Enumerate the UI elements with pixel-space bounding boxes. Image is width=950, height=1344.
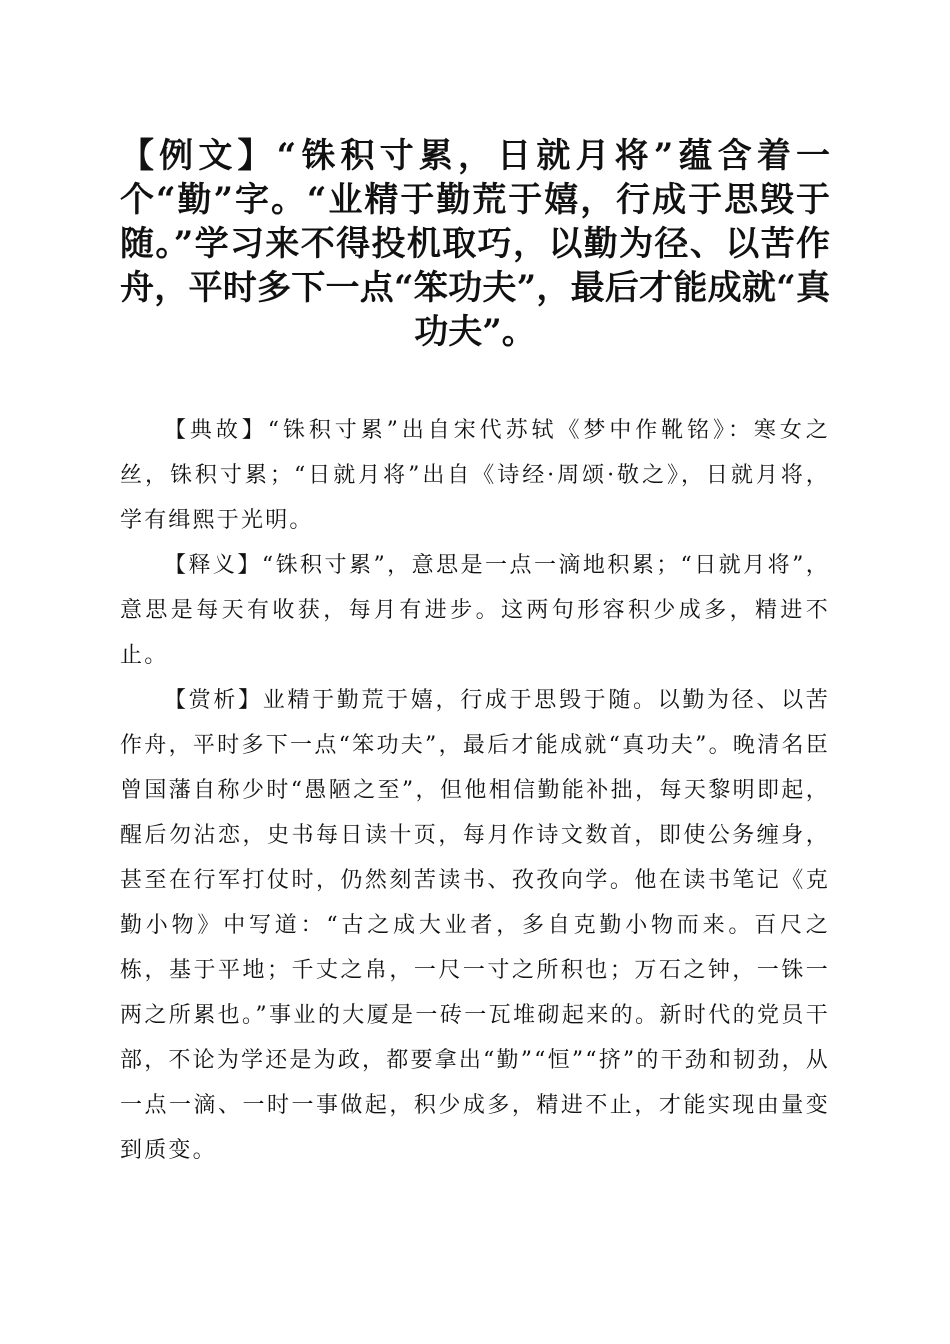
paragraph-appreciation: 【赏析】业精于勤荒于嬉，行成于思毁于随。以勤为径、以苦作舟，平时多下一点“笨功夫”，最后才能成就“真功夫”。晚清名臣曾国藩自称少时“愚陋之至”，但他相信勤能补拙，每天黎明即起，醒后勿沾恋，史书每日读十页，每月作诗文数首，即使公务缠身，甚至在行军打仗时，仍然刻苦读书、孜孜向学。他在读书笔记《克勤小物》中写道：“古之成大业者，多自克勤小物而来。百尺之栋，基于平地；千丈之帛，一尺一寸之所积也；万石之钟，一铢一两之所累也。”事业的大厦是一砖一瓦堆砌起来的。新时代的党员干部，不论为学还是为政，都要拿出“勤”“恒”“挤”的干劲和韧劲，从一点一滴、一时一事做起，积少成多，精进不止，才能实现由量变到质变。 (120, 688, 830, 1163)
document-body (120, 408, 830, 1173)
example-heading: 【例文】“铢积寸累，日就月将”蕴含着一个“勤”字。“业精于勤荒于嬉，行成于思毁于随。”学习来不得投机取巧，以勤为径、以苦作舟，平时多下一点“笨功夫”，最后才能成就“真功夫”。 (120, 136, 830, 352)
paragraph-allusion: 【典故】“铢积寸累”出自宋代苏轼《梦中作靴铭》：寒女之丝，铢积寸累；“日就月将”出自《诗经·周颂·敬之》，日就月将，学有缉熙于光明。 (120, 418, 830, 533)
paragraph-meaning: 【释义】“铢积寸累”，意思是一点一滴地积累；“日就月将”，意思是每天有收获，每月有进步。这两句形容积少成多，精进不止。 (120, 553, 830, 668)
